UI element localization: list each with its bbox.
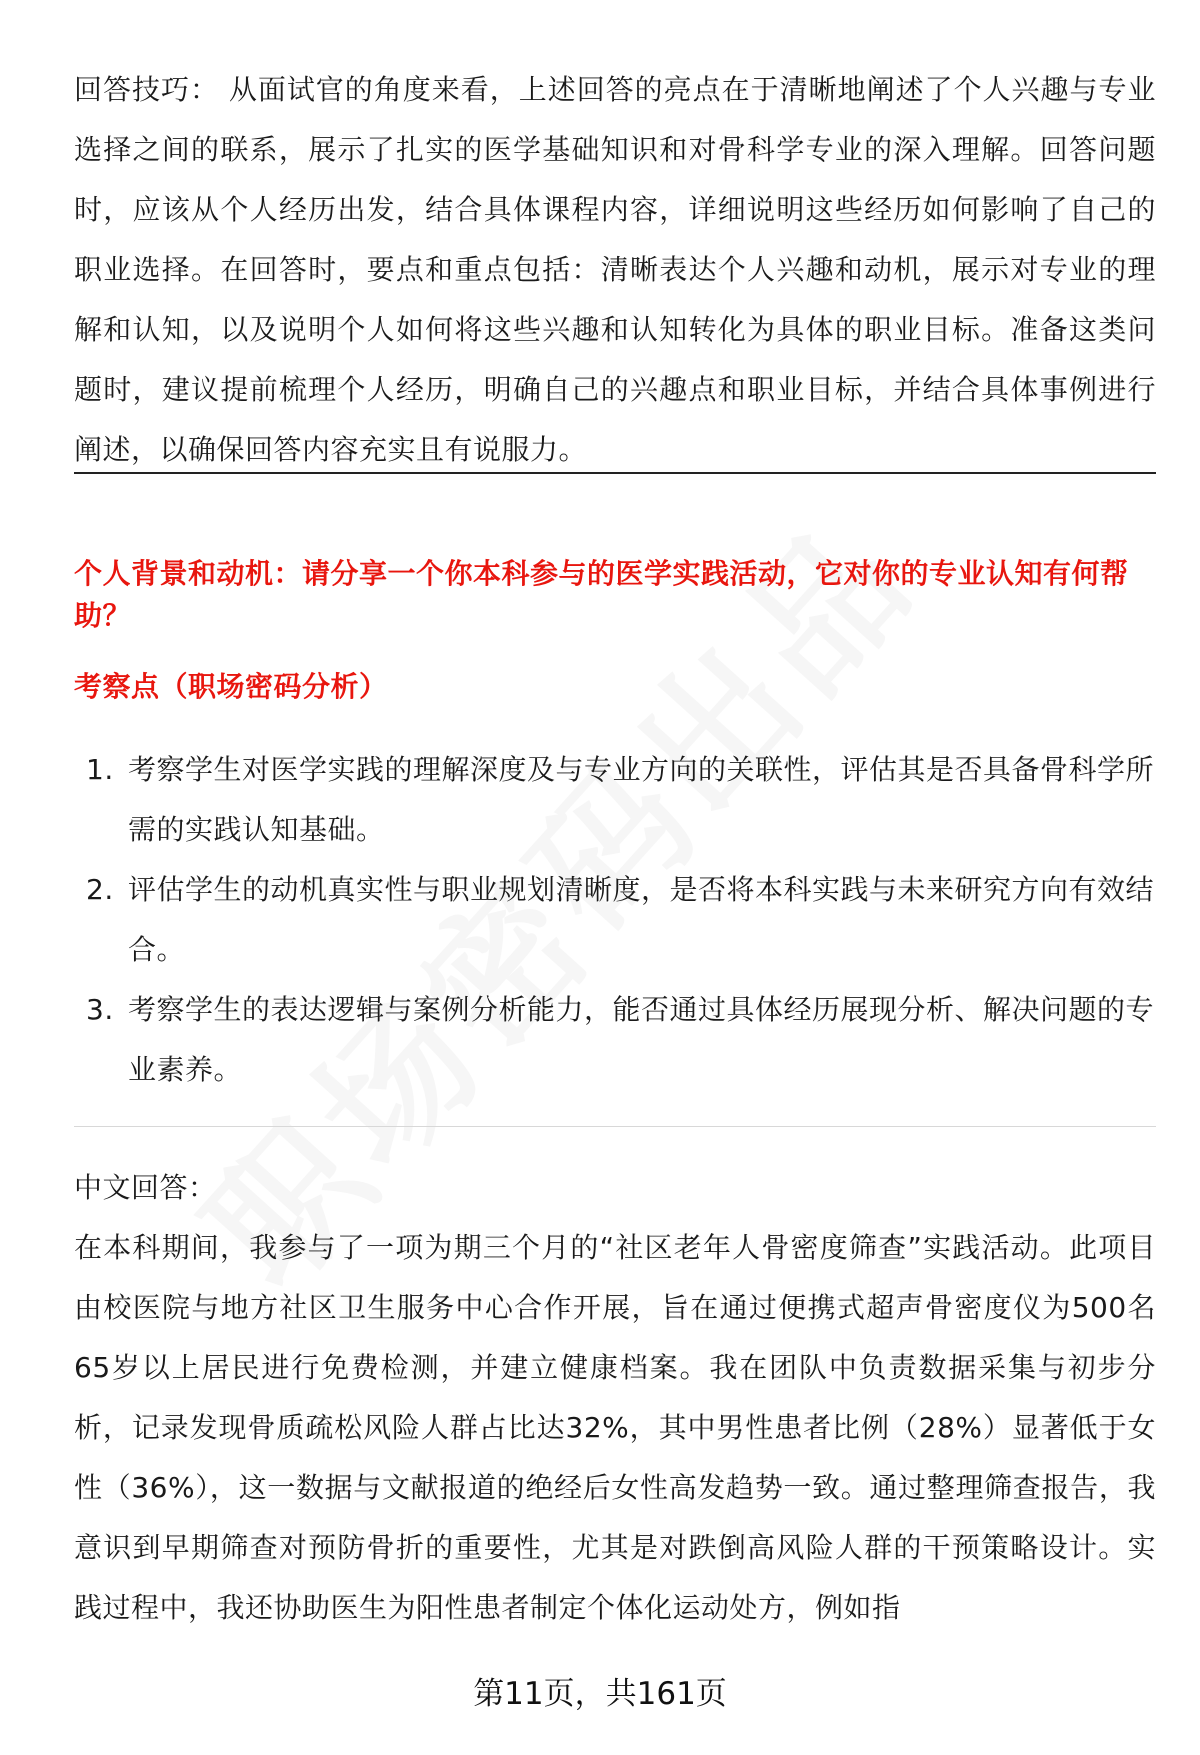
answer-body: 在本科期间，我参与了一项为期三个月的“社区老年人骨密度筛查”实践活动。此项目由校医院与地方社区卫生服务中心合作开展，旨在通过便携式超声骨密度仪为500名65岁以上居民进行免费检测，并建立健康档案。我在团队中负责数据采集与初步分析，记录发现骨质疏松风险人群占比达32%，其中男性患者比例（28%）显著低于女性（36%），这一数据与文献报道的绝经后女性高发趋势一致。通过整理筛查报告，我意识到早期筛查对预防骨折的重要性，尤其是对跌倒高风险人群的干预策略设计。实践过程中，我还协助医生为阳性患者制定个体化运动处方，例如指 xyxy=(74,1231,1156,1624)
list-item xyxy=(74,860,1156,980)
section-divider xyxy=(74,472,1156,474)
list-item xyxy=(74,980,1156,1100)
list-item-number: 1. xyxy=(86,753,114,786)
answer-divider xyxy=(74,1126,1156,1127)
intro-section xyxy=(74,60,1156,480)
list-item-text: 评估学生的动机真实性与职业规划清晰度，是否将本科实践与未来研究方向有效结合。 xyxy=(128,873,1155,966)
question-heading: 个人背景和动机：请分享一个你本科参与的医学实践活动，它对你的专业认知有何帮助？ xyxy=(74,557,1129,632)
list-item-number: 3. xyxy=(86,993,114,1026)
answer-label: 中文回答： xyxy=(74,1171,217,1204)
list-item xyxy=(74,740,1156,860)
list-item-text: 考察学生的表达逻辑与案例分析能力，能否通过具体经历展现分析、解决问题的专业素养。 xyxy=(128,993,1155,1086)
assessment-points-list xyxy=(74,740,1156,1100)
list-item-number: 2. xyxy=(86,873,114,906)
page-number: 第11页，共161页 xyxy=(473,1676,727,1712)
assessment-points-title: 考察点（职场密码分析） xyxy=(74,670,388,703)
answer-tips-paragraph: 回答技巧： 从面试官的角度来看，上述回答的亮点在于清晰地阐述了个人兴趣与专业选择之间的联系，展示了扎实的医学基础知识和对骨科学专业的深入理解。回答问题时，应该从个人经历出发，结合具体课程内容，详细说明这些经历如何影响了自己的职业选择。在回答时，要点和重点包括：清晰表达个人兴趣和动机，展示对专业的理解和认知，以及说明个人如何将这些兴趣和认知转化为具体的职业目标。准备这类问题时，建议提前梳理个人经历，明确自己的兴趣点和职业目标，并结合具体事例进行阐述，以确保回答内容充实且有说服力。 xyxy=(74,73,1156,466)
list-item-text: 考察学生对医学实践的理解深度及与专业方向的关联性，评估其是否具备骨科学所需的实践认知基础。 xyxy=(128,753,1155,846)
